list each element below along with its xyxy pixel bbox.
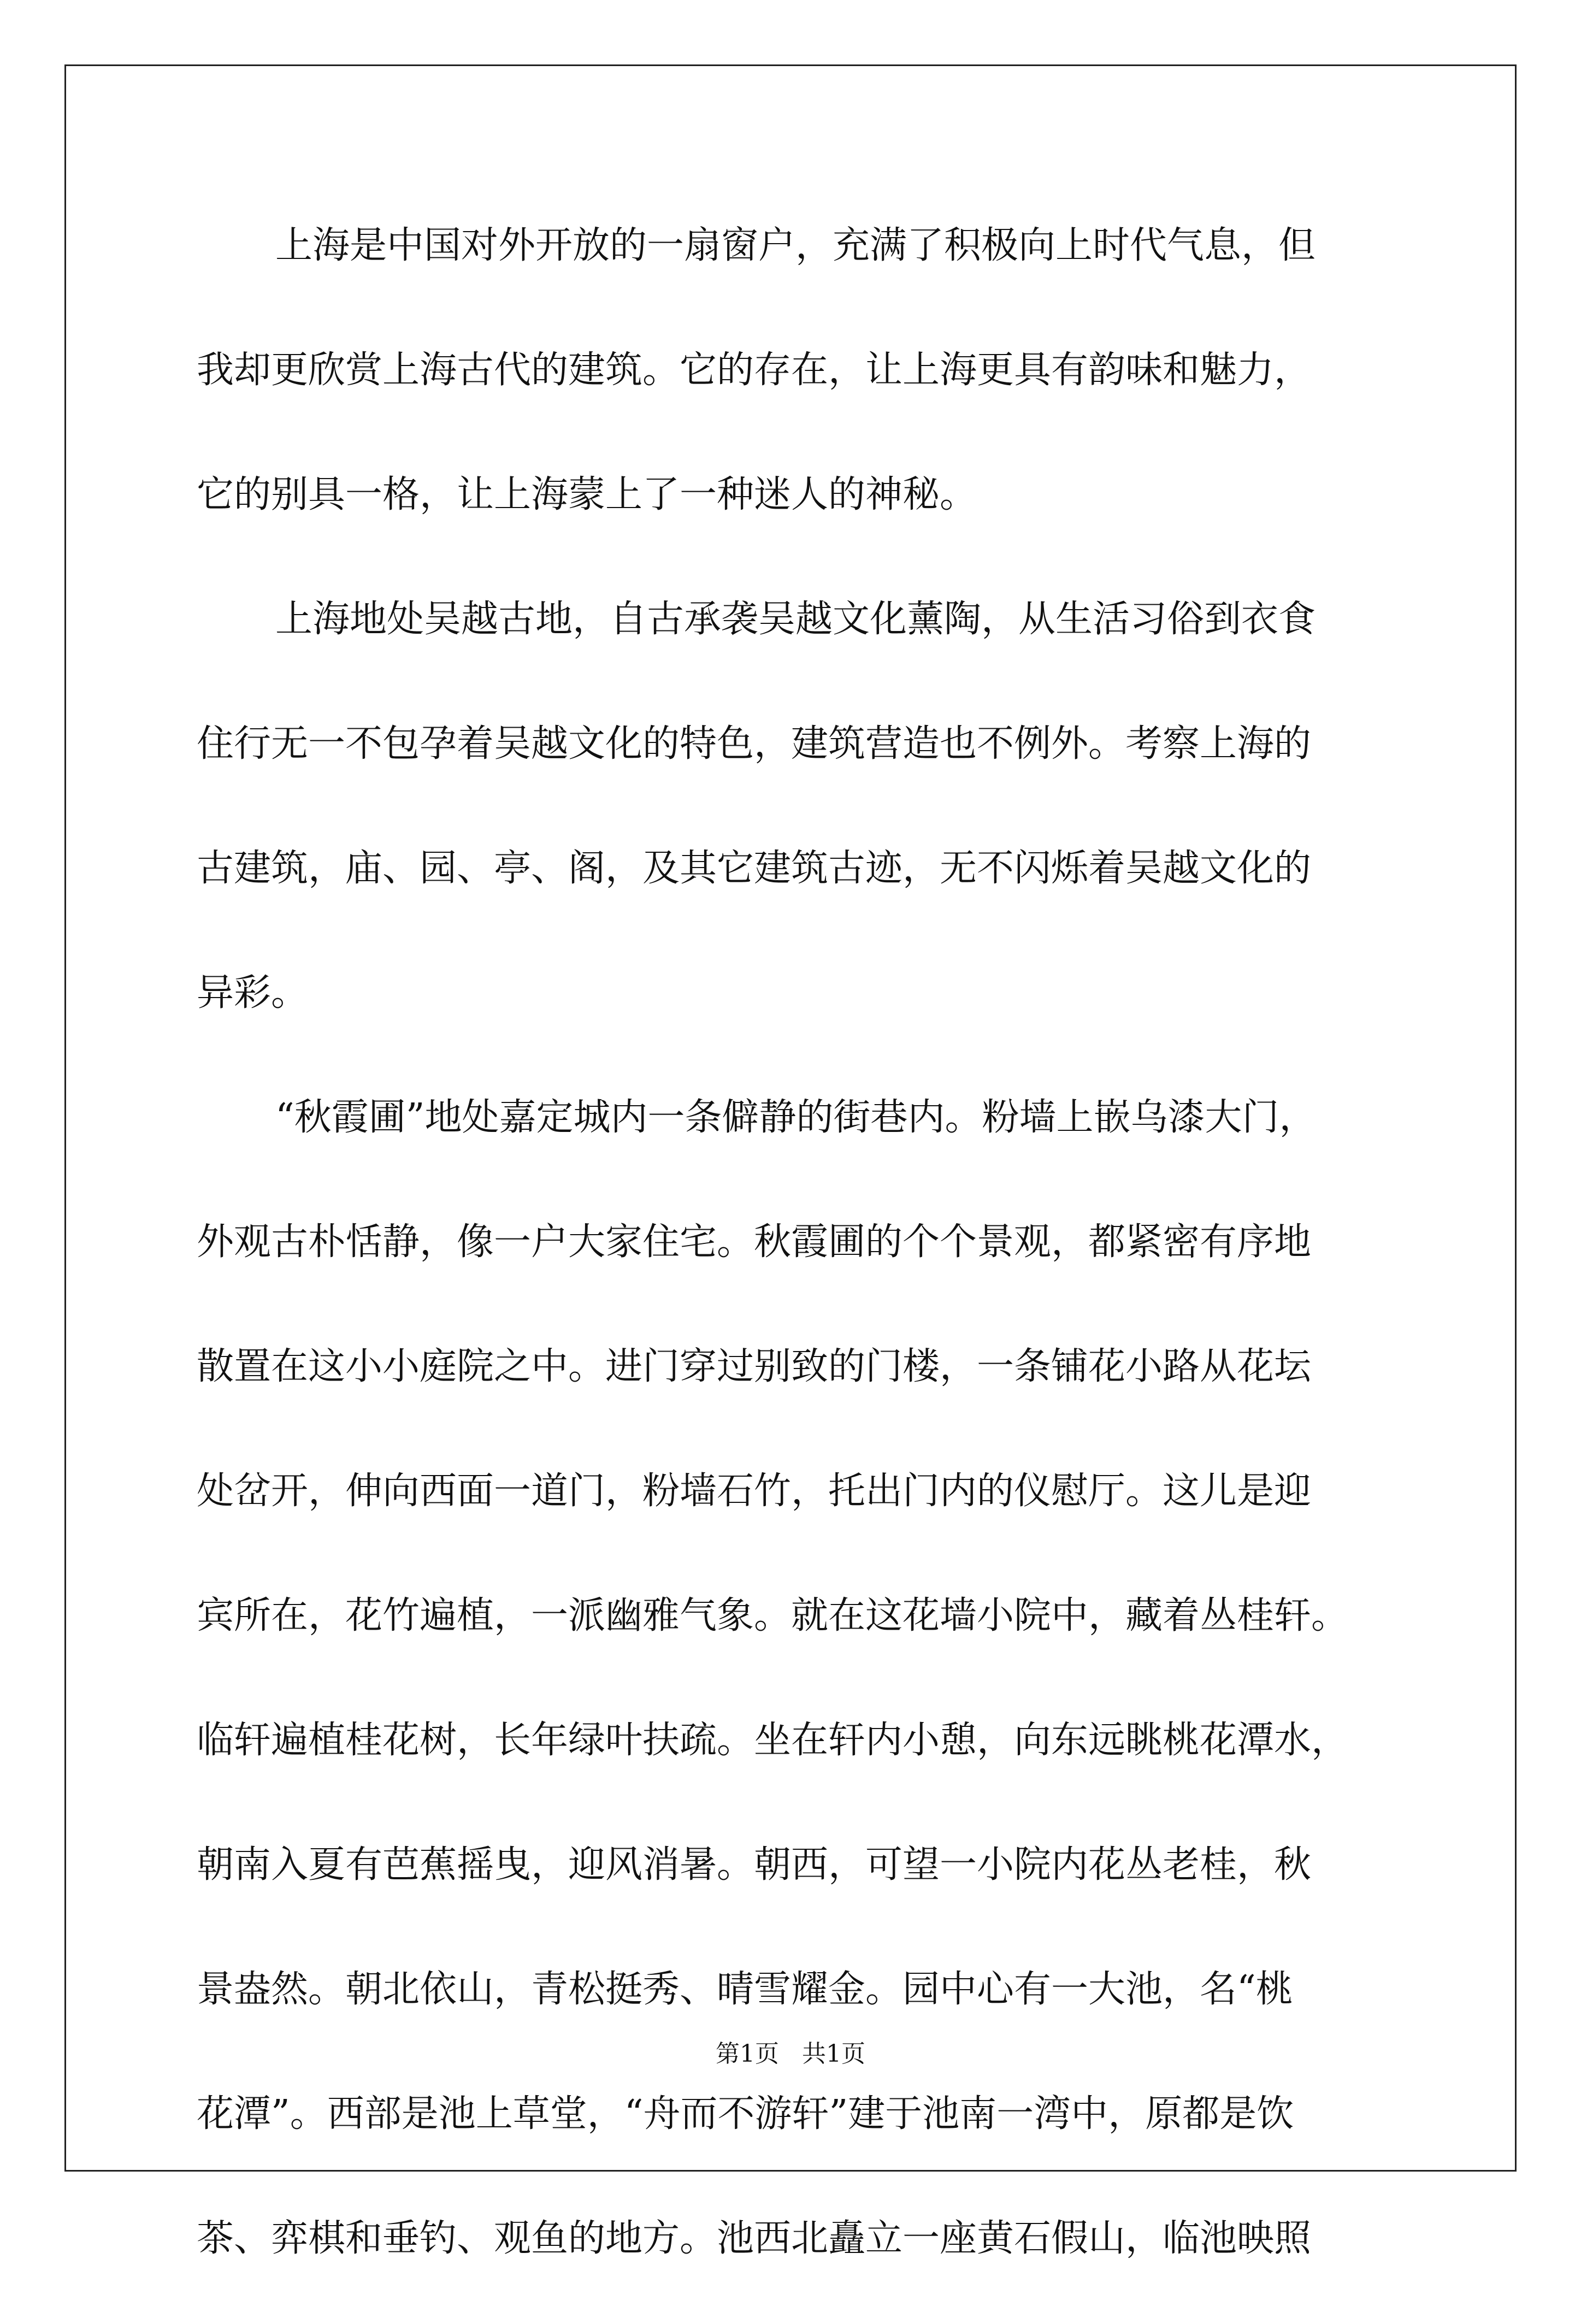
text-line: 临轩遍植桂花树，长年绿叶扶疏。坐在轩内小憩，向东远眺桃花潭水， (197, 1719, 1349, 1762)
text-line: 花潭”。西部是池上草堂，“舟而不游轩”建于池南一湾中，原都是饮 (197, 2092, 1294, 2136)
text-line: 外观古朴恬静，像一户大家住宅。秋霞圃的个个景观，都紧密有序地 (197, 1220, 1312, 1264)
text-line: “秋霞圃”地处嘉定城内一条僻静的街巷内。粉墙上嵌乌漆大门， (275, 1096, 1317, 1139)
page-footer: 第1页 共1页 (716, 2040, 865, 2068)
text-line: 它的别具一格，让上海蒙上了一种迷人的神秘。 (197, 473, 977, 516)
text-line: 上海是中国对外开放的一扇窗户，充满了积极向上时代气息，但 (275, 224, 1316, 267)
text-line: 宾所在，花竹遍植，一派幽雅气象。就在这花墙小院中，藏着丛桂轩。 (197, 1594, 1349, 1637)
text-line: 朝南入夏有芭蕉摇曳，迎风消暑。朝西，可望一小院内花丛老桂，秋 (197, 1843, 1312, 1886)
text-line: 异彩。 (197, 971, 309, 1014)
text-line: 散置在这小小庭院之中。进门穿过别致的门楼，一条铺花小路从花坛 (197, 1345, 1312, 1388)
document-body (197, 207, 1395, 2324)
text-line: 古建筑，庙、园、亭、阁，及其它建筑古迹，无不闪烁着吴越文化的 (197, 847, 1312, 890)
text-line: 我却更欣赏上海古代的建筑。它的存在，让上海更具有韵味和魅力， (197, 349, 1312, 392)
text-line: 住行无一不包孕着吴越文化的特色，建筑营造也不例外。考察上海的 (197, 722, 1312, 765)
text-line: 处岔开，伸向西面一道门，粉墙石竹，托出门内的仪慰厅。这儿是迎 (197, 1470, 1312, 1513)
text-line: 景盎然。朝北依山，青松挺秀、晴雪耀金。园中心有一大池，名“桃 (197, 1968, 1293, 2011)
text-line: 茶、弈棋和垂钓、观鱼的地方。池西北矗立一座黄石假山，临池映照 (197, 2217, 1312, 2260)
text-line: 上海地处吴越古地，自古承袭吴越文化薰陶，从生活习俗到衣食 (275, 598, 1316, 641)
